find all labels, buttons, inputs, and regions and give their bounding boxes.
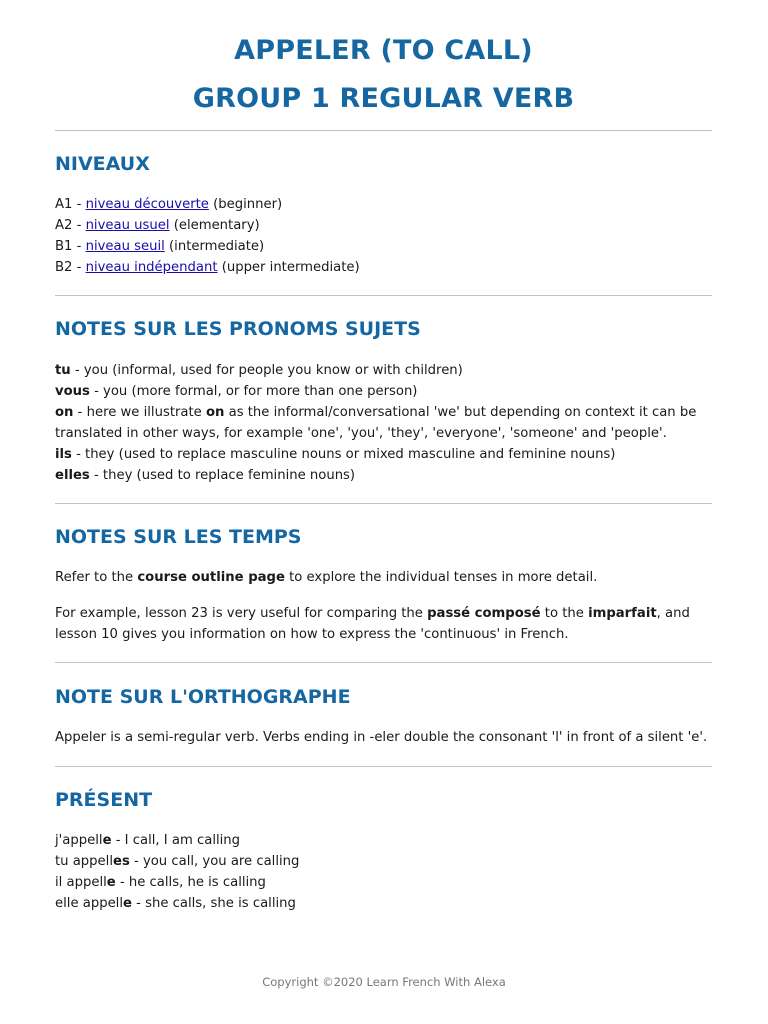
level-item-b1 <box>55 237 264 258</box>
tenses-paragraph-1 <box>55 568 597 589</box>
level-link-seuil[interactable]: niveau seuil <box>85 239 165 254</box>
section-heading-niveaux: NIVEAUX <box>55 153 150 175</box>
pronoun-desc: - you (informal, used for people you know or with children) <box>70 363 463 378</box>
pronoun-desc: - they (used to replace masculine nouns or mixed masculine and feminine nouns) <box>71 447 616 462</box>
level-link-independant[interactable]: niveau indépendant <box>85 260 218 275</box>
pronoun-term: on <box>55 405 74 420</box>
verb-ending: e <box>123 896 132 911</box>
level-item-a1 <box>55 195 282 216</box>
level-code: A2 - <box>55 218 86 233</box>
divider <box>55 766 712 767</box>
pronoun-note-on-continued: translated in other ways, for example 'one', 'you', 'they', 'everyone', 'someone' and 'people'. <box>55 426 667 441</box>
level-desc: (elementary) <box>169 218 260 233</box>
verb-meaning: - I call, I am calling <box>111 833 241 848</box>
verb-meaning: - you call, you are calling <box>129 854 300 869</box>
level-link-decouverte[interactable]: niveau découverte <box>85 197 209 212</box>
text-span: to explore the individual tenses in more detail. <box>284 570 598 585</box>
pronoun-term: tu <box>55 363 71 378</box>
level-code: B2 - <box>55 260 86 275</box>
verb-ending: es <box>113 854 130 869</box>
verb-meaning: - he calls, he is calling <box>115 875 266 890</box>
verb-meaning: - she calls, she is calling <box>131 896 296 911</box>
divider <box>55 503 712 504</box>
verb-stem: elle appell <box>55 896 124 911</box>
pronoun-note-ils <box>55 445 615 466</box>
pronoun-emphasis: on <box>205 405 225 420</box>
pronoun-desc: - they (used to replace feminine nouns) <box>89 468 356 483</box>
pronoun-desc: - here we illustrate <box>73 405 206 420</box>
pronoun-desc: - you (more formal, or for more than one person) <box>89 384 418 399</box>
pronoun-note-vous <box>55 382 417 403</box>
passe-compose-text: passé composé <box>427 606 541 621</box>
page-subtitle: GROUP 1 REGULAR VERB <box>192 83 575 114</box>
text-span: , and <box>656 606 690 621</box>
tenses-paragraph-2 <box>55 604 690 625</box>
level-code: B1 - <box>55 239 86 254</box>
verb-stem: il appell <box>55 875 107 890</box>
conjugation-row <box>55 831 240 852</box>
level-desc: (intermediate) <box>164 239 265 254</box>
section-heading-present: PRÉSENT <box>55 789 153 811</box>
pronoun-note-on <box>55 403 696 424</box>
spelling-note: Appeler is a semi-regular verb. Verbs ending in -eler double the consonant 'l' in front of a silent 'e'. <box>55 730 708 745</box>
level-code: A1 - <box>55 197 86 212</box>
pronoun-desc: as the informal/conversational 'we' but depending on context it can be <box>224 405 697 420</box>
text-span: Refer to the <box>55 570 138 585</box>
divider <box>55 662 712 663</box>
verb-stem: tu appell <box>55 854 113 869</box>
level-link-usuel[interactable]: niveau usuel <box>85 218 170 233</box>
tenses-paragraph-2-continued: lesson 10 gives you information on how to express the 'continuous' in French. <box>55 627 569 642</box>
copyright-footer: Copyright ©2020 Learn French With Alexa <box>262 975 506 989</box>
pronoun-note-tu <box>55 361 463 382</box>
pronoun-term: elles <box>55 468 90 483</box>
level-desc: (upper intermediate) <box>217 260 360 275</box>
level-item-b2 <box>55 258 360 279</box>
course-outline-page-text: course outline page <box>137 570 285 585</box>
section-heading-orthographe: NOTE SUR L'ORTHOGRAPHE <box>55 686 351 708</box>
verb-ending: e <box>106 875 116 890</box>
pronoun-term: ils <box>55 447 72 462</box>
text-span: For example, lesson 23 is very useful for comparing the <box>55 606 428 621</box>
verb-ending: e <box>102 833 112 848</box>
conjugation-row <box>55 894 296 915</box>
pronoun-term: vous <box>55 384 90 399</box>
divider <box>55 295 712 296</box>
level-desc: (beginner) <box>208 197 283 212</box>
page-title: APPELER (TO CALL) <box>234 35 533 66</box>
level-item-a2 <box>55 216 260 237</box>
conjugation-row <box>55 873 266 894</box>
section-heading-pronoms: NOTES SUR LES PRONOMS SUJETS <box>55 318 421 340</box>
text-span: to the <box>540 606 589 621</box>
verb-stem: j'appell <box>55 833 103 848</box>
imparfait-text: imparfait <box>588 606 657 621</box>
pronoun-note-elles <box>55 466 355 487</box>
divider <box>55 130 712 131</box>
conjugation-row <box>55 852 299 873</box>
section-heading-temps: NOTES SUR LES TEMPS <box>55 526 302 548</box>
